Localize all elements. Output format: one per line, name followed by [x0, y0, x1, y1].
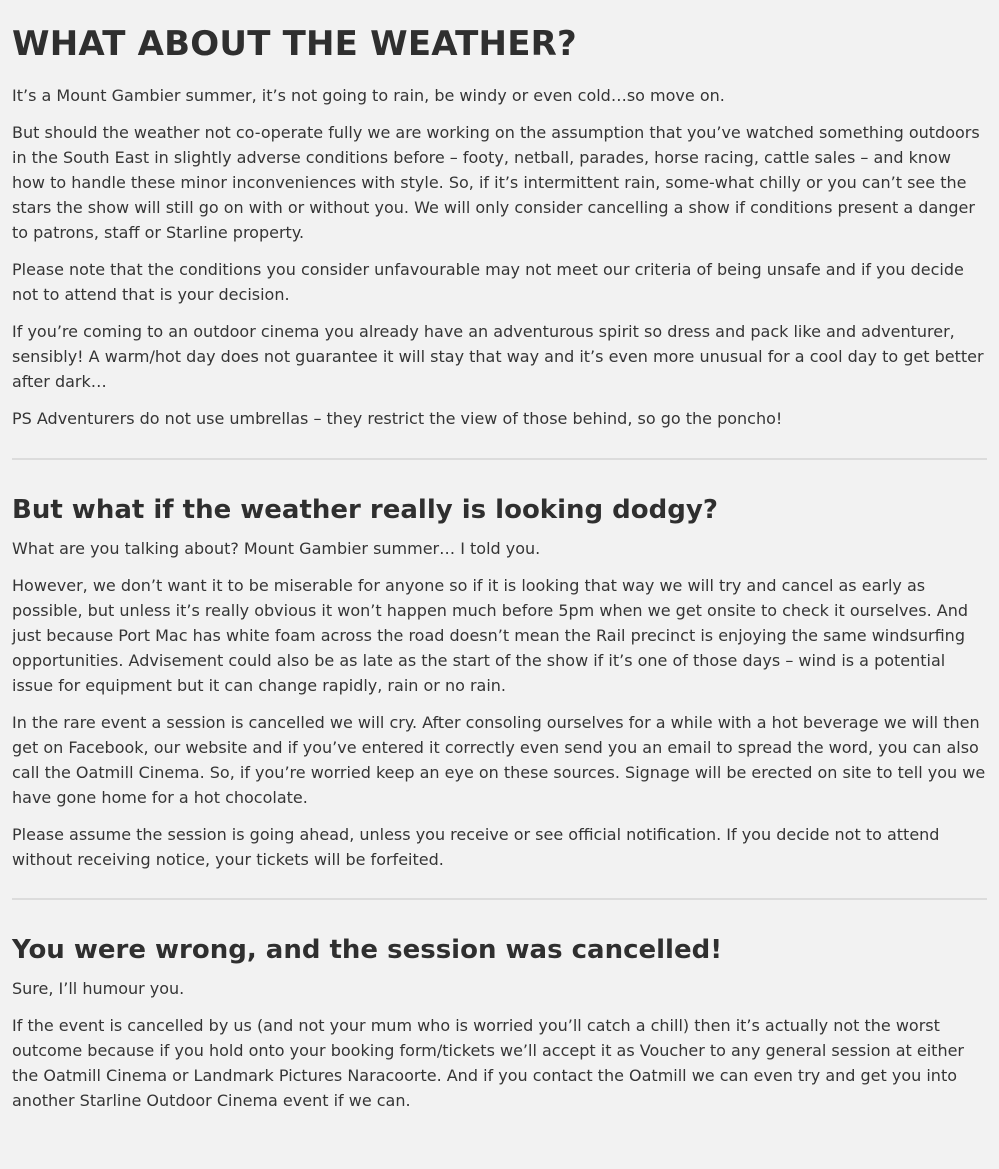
- section-heading: You were wrong, and the session was cancelled!: [12, 935, 723, 965]
- page-title: WHAT ABOUT THE WEATHER?: [12, 24, 577, 64]
- weather-section: [12, 0, 986, 431]
- paragraph: However, we don’t want it to be miserable for anyone so if it is looking that way we will try and cancel as early as possible, but unless it’s really obvious it won’t happen much before 5pm when we get onsite to check it ourselves. And just because Port Mac has white foam across the road doesn’t mean the Rail precinct is enjoying the same windsurfing opportunities. Advisement could also be as late as the start of the show if it’s one of those days – wind is a potential issue for equipment but it can change rapidly, rain or no rain.: [12, 576, 969, 695]
- section-divider: [12, 898, 987, 900]
- dodgy-weather-section: [12, 494, 986, 872]
- paragraph: What are you talking about? Mount Gambier summer… I told you.: [12, 539, 541, 558]
- paragraph: If you’re coming to an outdoor cinema you already have an adventurous spirit so dress and pack like and adventurer, sensibly! A warm/hot day does not guarantee it will stay that way and it’s even more unusual for a cool day to get better after dark…: [12, 322, 984, 391]
- paragraph: PS Adventurers do not use umbrellas – they restrict the view of those behind, so go the poncho!: [12, 409, 783, 428]
- paragraph: If the event is cancelled by us (and not your mum who is worried you’ll catch a chill) then it’s actually not the worst outcome because if you hold onto your booking form/tickets we’ll accept it as Voucher to any general session at either the Oatmill Cinema or Landmark Pictures Naracoorte. And if you contact the Oatmill we can even try and get you into another Starline Outdoor Cinema event if we can.: [12, 1016, 964, 1110]
- cancelled-section: [12, 934, 986, 1113]
- paragraph: Sure, I’ll humour you.: [12, 979, 185, 998]
- paragraph: Please note that the conditions you consider unfavourable may not meet our criteria of being unsafe and if you decide not to attend that is your decision.: [12, 260, 964, 304]
- section-heading: But what if the weather really is looking dodgy?: [12, 495, 718, 525]
- paragraph: But should the weather not co-operate fully we are working on the assumption that you’ve watched something outdoors in the South East in slightly adverse conditions before – footy, netball, parades, horse racing, cattle sales – and know how to handle these minor inconveniences with style. So, if it’s intermittent rain, some-what chilly or you can’t see the stars the show will still go on with or without you. We will only consider cancelling a show if conditions present a danger to patrons, staff or Starline property.: [12, 123, 980, 242]
- paragraph: In the rare event a session is cancelled we will cry. After consoling ourselves for a while with a hot beverage we will then get on Facebook, our website and if you’ve entered it correctly even send you an email to spread the word, you can also call the Oatmill Cinema. So, if you’re worried keep an eye on these sources. Signage will be erected on site to tell you we have gone home for a hot chocolate.: [12, 713, 986, 807]
- paragraph: It’s a Mount Gambier summer, it’s not going to rain, be windy or even cold…so move on.: [12, 86, 725, 105]
- section-divider: [12, 458, 987, 460]
- paragraph: Please assume the session is going ahead, unless you receive or see official notification. If you decide not to attend without receiving notice, your tickets will be forfeited.: [12, 825, 940, 869]
